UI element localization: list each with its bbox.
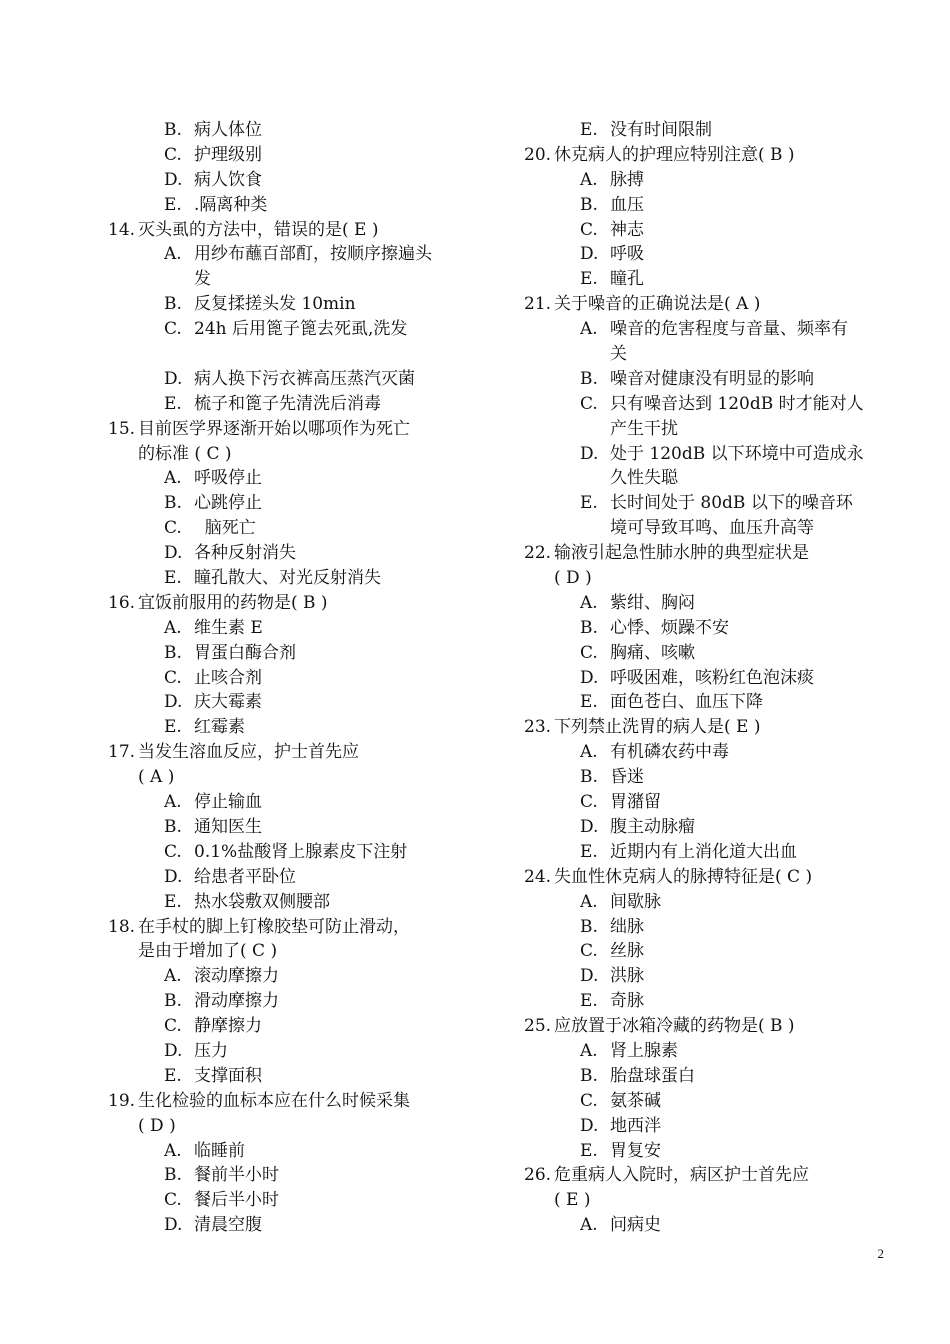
answer-option (524, 442, 894, 467)
option-letter: A. (580, 319, 598, 340)
option-text: .隔离种类 (194, 194, 268, 215)
question-text: 当发生溶血反应，护士首先应 (138, 742, 359, 763)
option-text: 腹主动脉瘤 (610, 816, 695, 837)
question-text-continuation: ( D ) (138, 1115, 176, 1136)
option-letter: E. (580, 991, 598, 1012)
option-letter: E. (164, 194, 182, 215)
option-letter: D. (164, 543, 183, 564)
option-text: 昏迷 (610, 767, 644, 788)
answer-option (524, 790, 894, 815)
question-number: 18. (108, 916, 136, 937)
question-line (108, 417, 478, 442)
option-letter: D. (164, 1040, 183, 1061)
question-text: 下列禁止洗胃的病人是( E ) (554, 717, 761, 738)
question-number: 22. (524, 543, 552, 564)
question-line (524, 541, 894, 566)
answer-option (524, 317, 894, 342)
question-number: 24. (524, 866, 552, 887)
question-line (524, 715, 894, 740)
option-text: 问病史 (610, 1215, 661, 1236)
question-text-continuation: ( E ) (554, 1190, 591, 1211)
option-text: 长时间处于 80dB 以下的噪音环 (610, 493, 853, 514)
option-letter: A. (164, 468, 182, 489)
option-letter: D. (580, 966, 599, 987)
option-text: 胃复安 (610, 1140, 661, 1161)
question-text: 目前医学界逐渐开始以哪项作为死亡 (138, 418, 410, 439)
option-text: 呼吸困难，咳粉红色泡沫痰 (610, 667, 814, 688)
question-line (108, 591, 478, 616)
answer-option (108, 566, 478, 591)
option-text: 胃潴留 (610, 792, 661, 813)
option-text-continuation: 发 (194, 269, 211, 290)
option-letter: C. (580, 792, 598, 813)
option-text: 红霉素 (194, 717, 245, 738)
answer-option (524, 491, 894, 516)
option-text-continuation: 久性失聪 (610, 468, 678, 489)
option-text: 瞳孔 (610, 269, 644, 290)
answer-option (524, 915, 894, 940)
option-text: 0.1%盐酸肾上腺素皮下注射 (194, 841, 408, 862)
option-letter: D. (164, 1215, 183, 1236)
answer-option (108, 865, 478, 890)
option-letter: C. (164, 518, 182, 539)
answer-option (524, 242, 894, 267)
option-letter: D. (164, 169, 183, 190)
option-text: 洪脉 (610, 966, 644, 987)
question-text: 失血性休克病人的脉搏特征是( C ) (554, 866, 813, 887)
answer-option (524, 890, 894, 915)
answer-option (108, 1188, 478, 1213)
option-letter: E. (164, 393, 182, 414)
answer-option (108, 168, 478, 193)
option-text: 庆大霉素 (194, 692, 262, 713)
option-text: 病人换下污衣裤高压蒸汽灭菌 (194, 368, 415, 389)
question-line (108, 740, 478, 765)
option-letter: E. (580, 269, 598, 290)
option-letter: E. (580, 1140, 598, 1161)
answer-option (108, 1064, 478, 1089)
answer-option (108, 292, 478, 317)
answer-option (108, 890, 478, 915)
option-letter: D. (580, 667, 599, 688)
option-text: 地西泮 (610, 1115, 661, 1136)
question-text: 休克病人的护理应特别注意( B ) (554, 144, 795, 165)
option-letter: A. (164, 792, 182, 813)
answer-option (524, 1114, 894, 1139)
option-text: 紫绀、胸闷 (610, 592, 695, 613)
answer-option (524, 666, 894, 691)
option-text: 间歇脉 (610, 891, 661, 912)
option-letter: C. (164, 319, 182, 340)
option-letter: A. (580, 1215, 598, 1236)
option-letter: D. (580, 244, 599, 265)
answer-option (524, 1039, 894, 1064)
option-text: 维生素 E (194, 617, 263, 638)
answer-option (108, 815, 478, 840)
option-letter: A. (580, 1040, 598, 1061)
option-text: 神志 (610, 219, 644, 240)
option-letter: E. (580, 841, 598, 862)
option-text: 梳子和篦子先清洗后消毒 (194, 393, 381, 414)
option-letter: B. (164, 120, 182, 140)
option-letter: B. (164, 1165, 182, 1186)
question-number: 15. (108, 418, 136, 439)
option-letter: C. (580, 219, 598, 240)
answer-option (108, 491, 478, 516)
option-text: 脑死亡 (194, 518, 256, 539)
question-number: 19. (108, 1090, 136, 1111)
answer-option (524, 616, 894, 641)
option-letter: E. (580, 493, 598, 514)
option-text-continuation: 产生干扰 (610, 418, 678, 439)
page-number: 2 (877, 1246, 884, 1261)
answer-option (524, 118, 894, 143)
option-letter: A. (164, 966, 182, 987)
option-letter: C. (164, 1190, 182, 1211)
option-text: 餐后半小时 (194, 1190, 279, 1211)
option-text: 热水袋敷双侧腰部 (194, 891, 330, 912)
option-letter: C. (164, 1016, 182, 1037)
answer-option (108, 392, 478, 417)
option-letter: A. (164, 617, 182, 638)
question-number: 25. (524, 1016, 552, 1037)
option-letter: A. (580, 169, 598, 190)
option-text: 压力 (194, 1040, 228, 1061)
answer-option (524, 815, 894, 840)
option-letter: C. (580, 393, 598, 414)
answer-option (108, 840, 478, 865)
option-letter: D. (580, 1115, 599, 1136)
answer-option (108, 616, 478, 641)
option-text: 奇脉 (610, 991, 644, 1012)
option-text: 血压 (610, 194, 644, 215)
option-letter: D. (580, 816, 599, 837)
option-letter: A. (580, 742, 598, 763)
question-number: 17. (108, 742, 136, 763)
answer-option (524, 840, 894, 865)
answer-option (524, 1213, 894, 1238)
answer-option (108, 690, 478, 715)
option-text: 滑动摩擦力 (194, 991, 279, 1012)
option-text: 绌脉 (610, 916, 644, 937)
question-text: 应放置于冰箱冷藏的药物是( B ) (554, 1016, 795, 1037)
question-text: 宜饭前服用的药物是( B ) (138, 592, 328, 613)
answer-option (108, 1139, 478, 1164)
option-letter: A. (580, 592, 598, 613)
option-text: 噪音对健康没有明显的影响 (610, 368, 814, 389)
question-text: 生化检验的血标本应在什么时候采集 (138, 1090, 410, 1111)
option-text: 止咳合剂 (194, 667, 262, 688)
option-letter: E. (580, 692, 598, 713)
answer-option (108, 715, 478, 740)
answer-option (524, 168, 894, 193)
question-text: 关于噪音的正确说法是( A ) (554, 294, 761, 315)
answer-option (524, 193, 894, 218)
answer-option (108, 1213, 478, 1238)
option-letter: C. (164, 667, 182, 688)
question-text-continuation: ( A ) (138, 767, 175, 788)
answer-option (108, 1163, 478, 1188)
option-letter: B. (580, 617, 598, 638)
question-line (524, 292, 894, 317)
answer-option (108, 242, 478, 267)
option-text: 没有时间限制 (610, 120, 712, 140)
option-letter: B. (164, 642, 182, 663)
left-column (108, 118, 478, 1238)
question-number: 26. (524, 1165, 552, 1186)
answer-option (108, 516, 478, 541)
answer-option (524, 690, 894, 715)
answer-option (108, 1039, 478, 1064)
option-text: 氨茶碱 (610, 1090, 661, 1111)
answer-option (524, 267, 894, 292)
question-line (524, 1014, 894, 1039)
question-number: 23. (524, 717, 552, 738)
option-text: 近期内有上消化道大出血 (610, 841, 797, 862)
question-line (524, 143, 894, 168)
question-number: 14. (108, 219, 136, 240)
option-letter: D. (580, 443, 599, 464)
option-letter: C. (164, 841, 182, 862)
answer-option (108, 641, 478, 666)
option-text: 胃蛋白酶合剂 (194, 642, 296, 663)
option-text: 面色苍白、血压下降 (610, 692, 763, 713)
option-text: 餐前半小时 (194, 1165, 279, 1186)
option-text: 丝脉 (610, 941, 644, 962)
option-text: 反复揉搓头发 10min (194, 294, 356, 315)
option-letter: B. (164, 294, 182, 315)
option-letter: B. (580, 916, 598, 937)
option-letter: A. (164, 244, 182, 265)
question-line (524, 1163, 894, 1188)
option-letter: B. (164, 991, 182, 1012)
answer-option (524, 591, 894, 616)
answer-option (524, 939, 894, 964)
option-text: 肾上腺素 (610, 1040, 678, 1061)
question-text-continuation: 的标准 ( C ) (138, 443, 232, 464)
answer-option (524, 964, 894, 989)
option-text: 支撑面积 (194, 1065, 262, 1086)
option-letter: D. (164, 866, 183, 887)
question-number: 16. (108, 592, 136, 613)
answer-option (108, 367, 478, 392)
question-line (524, 865, 894, 890)
answer-option (108, 790, 478, 815)
option-text: 病人体位 (194, 120, 262, 140)
answer-option (108, 317, 478, 342)
question-line (108, 218, 478, 243)
option-letter: A. (580, 891, 598, 912)
option-text: 临睡前 (194, 1140, 245, 1161)
option-letter: E. (164, 891, 182, 912)
answer-option (108, 143, 478, 168)
answer-option (108, 118, 478, 143)
option-text: 只有噪音达到 120dB 时才能对人 (610, 393, 864, 414)
option-text: 脉搏 (610, 169, 644, 190)
option-letter: C. (580, 941, 598, 962)
option-text: 通知医生 (194, 816, 262, 837)
option-text: 胸痛、咳嗽 (610, 642, 695, 663)
option-text: 有机磷农药中毒 (610, 742, 729, 763)
option-text: 处于 120dB 以下环境中可造成永 (610, 443, 864, 464)
answer-option (108, 666, 478, 691)
answer-option (108, 989, 478, 1014)
option-letter: B. (580, 1065, 598, 1086)
option-letter: D. (164, 692, 183, 713)
option-text-continuation: 关 (610, 344, 627, 365)
option-letter: E. (164, 568, 182, 589)
option-text: 清晨空腹 (194, 1215, 262, 1236)
option-text: 停止输血 (194, 792, 262, 813)
option-letter: B. (164, 816, 182, 837)
option-letter: C. (164, 144, 182, 165)
option-letter: E. (164, 1065, 182, 1086)
answer-option (524, 1064, 894, 1089)
answer-option (524, 218, 894, 243)
answer-option (524, 367, 894, 392)
option-text: 胎盘球蛋白 (610, 1065, 695, 1086)
option-text: 噪音的危害程度与音量、频率有 (610, 319, 848, 340)
option-text: 24h 后用篦子篦去死虱,洗发 (194, 319, 408, 340)
option-text: 各种反射消失 (194, 543, 296, 564)
question-line (108, 915, 478, 940)
option-letter: A. (164, 1140, 182, 1161)
answer-option (524, 989, 894, 1014)
question-number: 21. (524, 294, 552, 315)
answer-option (524, 1139, 894, 1164)
answer-option (524, 765, 894, 790)
question-text-continuation: 是由于增加了( C ) (138, 941, 278, 962)
option-text: 给患者平卧位 (194, 866, 296, 887)
option-letter: B. (164, 493, 182, 514)
question-text: 危重病人入院时，病区护士首先应 (554, 1165, 809, 1186)
option-text: 心悸、烦躁不安 (610, 617, 729, 638)
option-text: 护理级别 (194, 144, 262, 165)
question-number: 20. (524, 144, 552, 165)
option-letter: D. (164, 368, 183, 389)
option-text: 用纱布蘸百部酊，按顺序擦遍头 (194, 244, 432, 265)
option-letter: B. (580, 194, 598, 215)
blank-line (108, 342, 478, 367)
option-letter: B. (580, 767, 598, 788)
answer-option (108, 193, 478, 218)
answer-option (524, 740, 894, 765)
answer-option (108, 541, 478, 566)
option-text-continuation: 境可导致耳鸣、血压升高等 (610, 518, 814, 539)
question-line (108, 1089, 478, 1114)
option-text: 呼吸停止 (194, 468, 262, 489)
option-letter: B. (580, 368, 598, 389)
answer-option (108, 466, 478, 491)
option-letter: E. (580, 120, 598, 140)
option-text: 静摩擦力 (194, 1016, 262, 1037)
option-text: 呼吸 (610, 244, 644, 265)
right-column (524, 118, 894, 1238)
answer-option (524, 1089, 894, 1114)
option-text: 病人饮食 (194, 169, 262, 190)
question-text-continuation: ( D ) (554, 568, 592, 589)
answer-option (108, 964, 478, 989)
answer-option (524, 392, 894, 417)
option-text: 滚动摩擦力 (194, 966, 279, 987)
question-text: 在手杖的脚上钉橡胶垫可防止滑动， (138, 916, 410, 937)
option-letter: C. (580, 1090, 598, 1111)
answer-option (108, 1014, 478, 1039)
answer-option (524, 641, 894, 666)
option-letter: E. (164, 717, 182, 738)
option-text: 心跳停止 (194, 493, 262, 514)
question-text: 灭头虱的方法中，错误的是( E ) (138, 219, 379, 240)
question-text: 输液引起急性肺水肿的典型症状是 (554, 543, 809, 564)
option-letter: C. (580, 642, 598, 663)
option-text: 瞳孔散大、对光反射消失 (194, 568, 381, 589)
